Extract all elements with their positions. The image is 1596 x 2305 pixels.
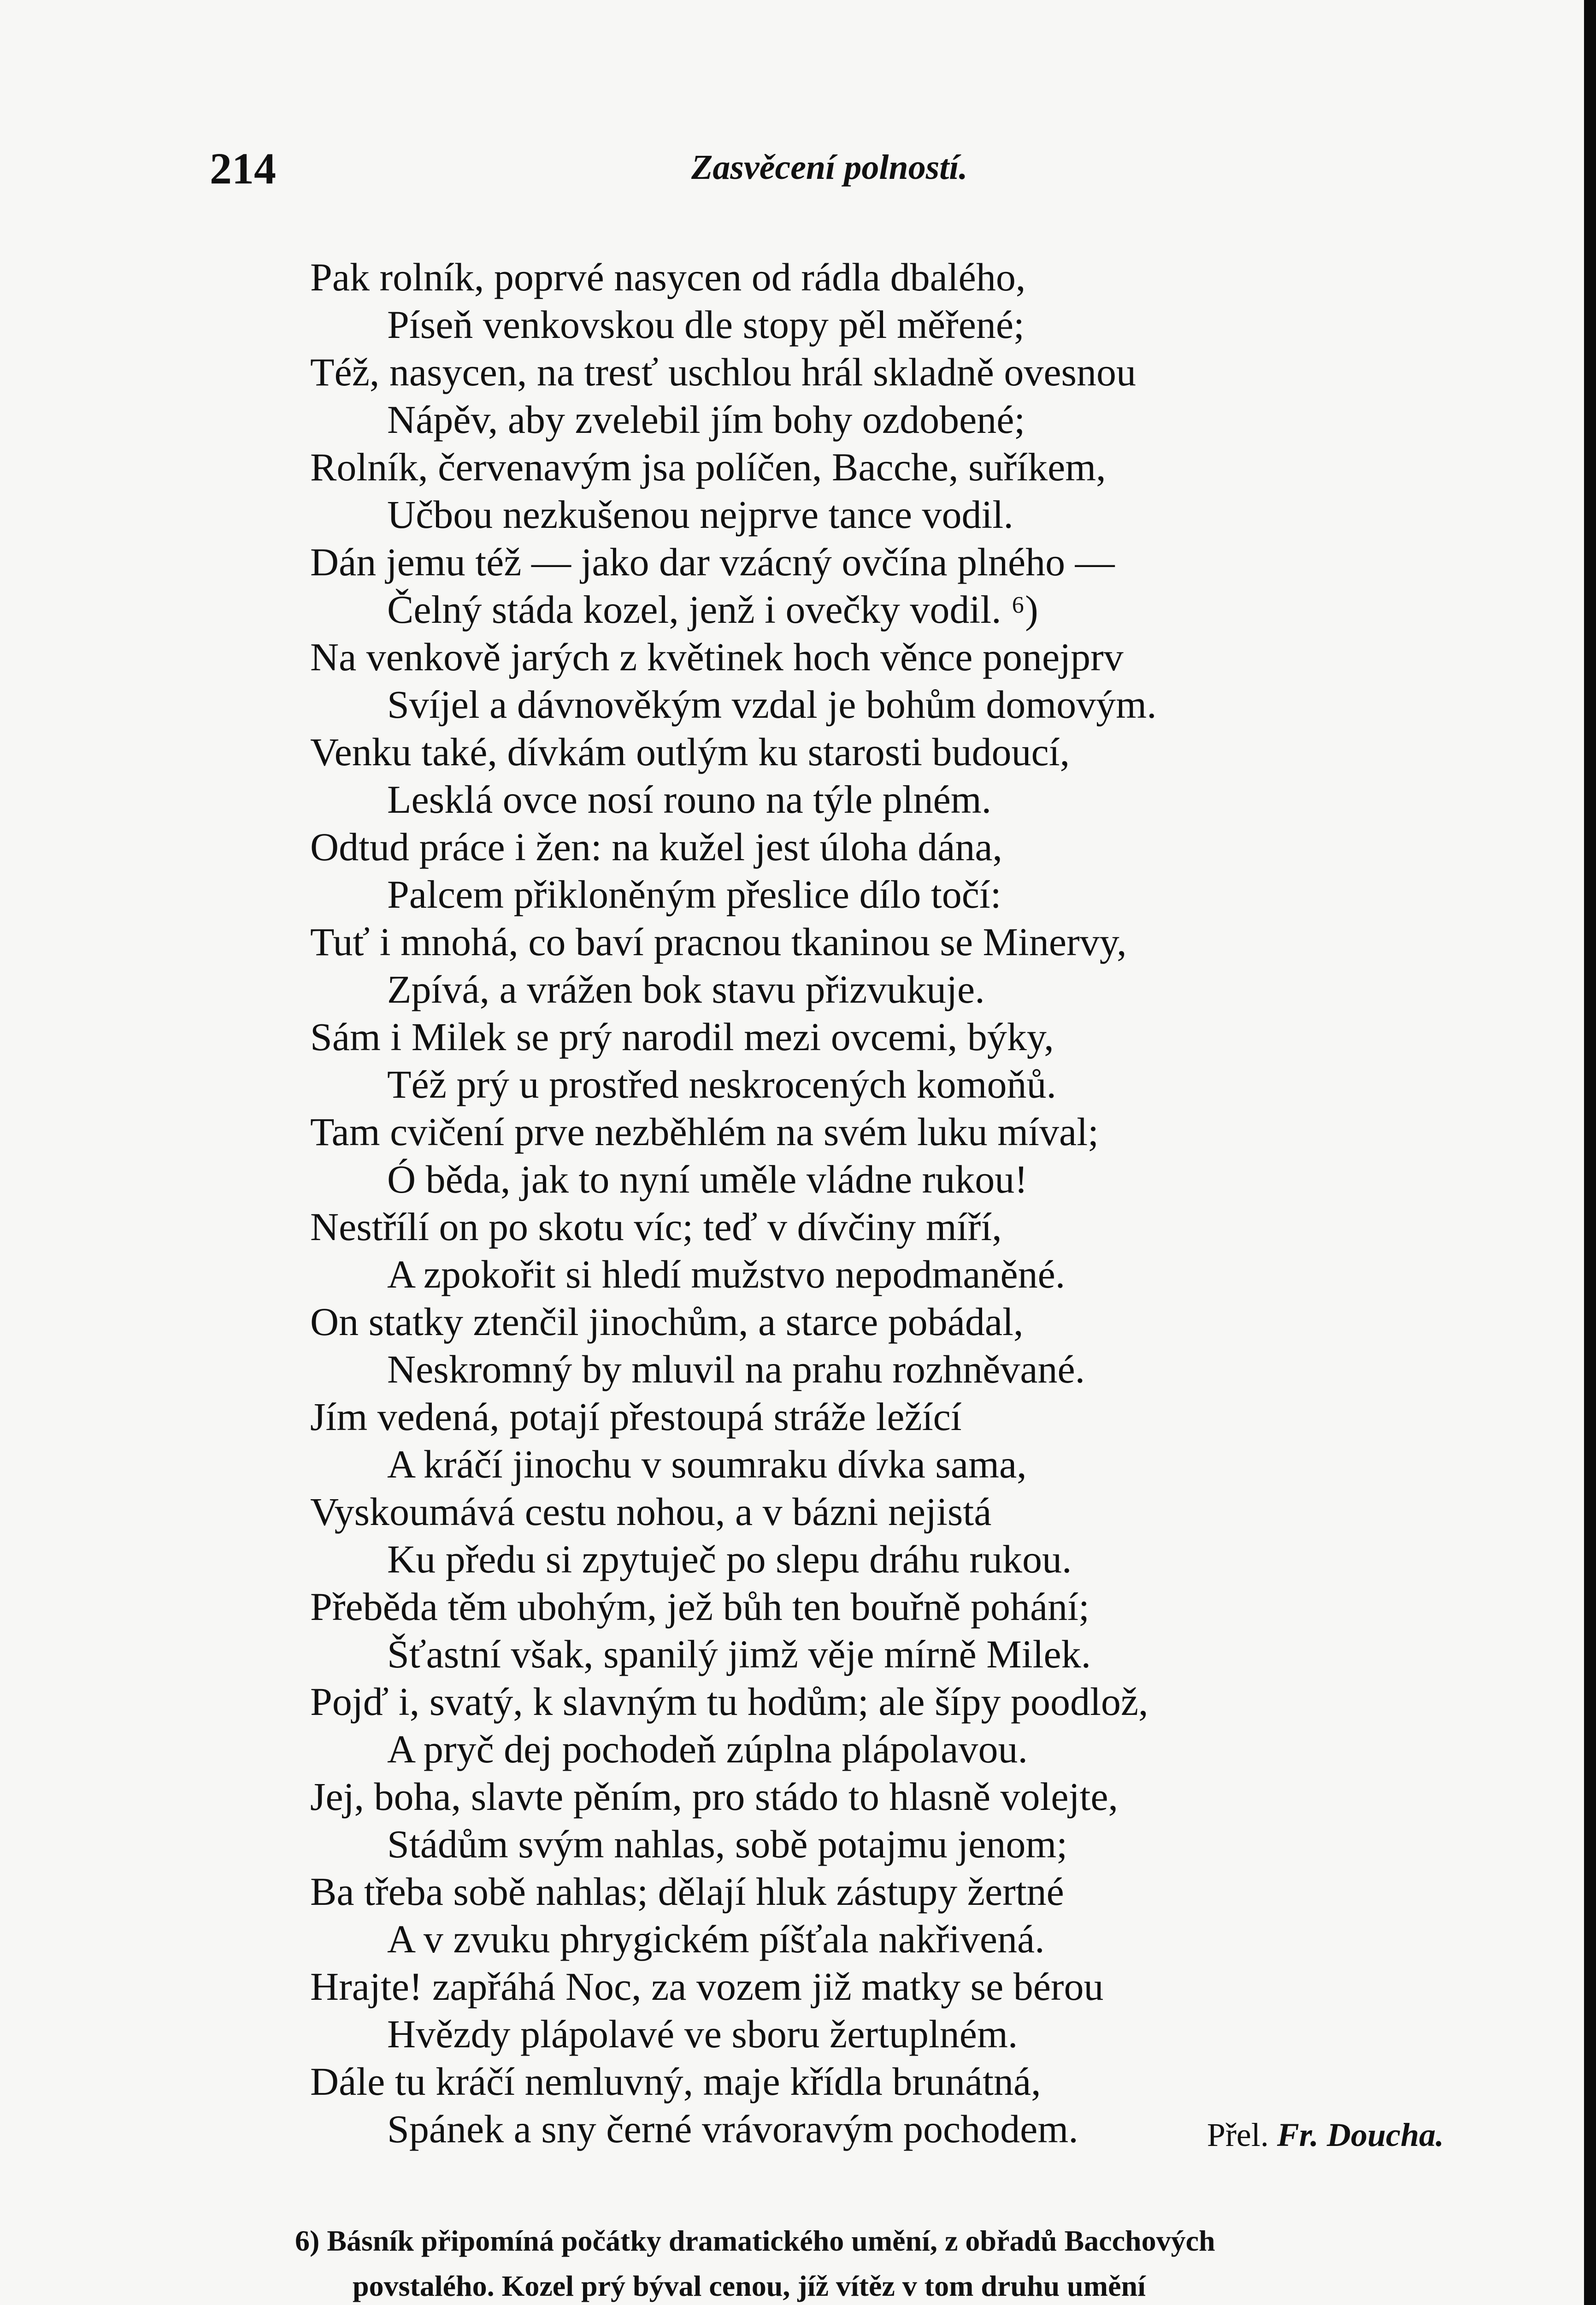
poem-line: Dán jemu též — jako dar vzácný ovčína plného — <box>310 540 1115 584</box>
footnote-text: povstalého. Kozel prý býval cenou, jíž vítěz v tom druhu umění <box>353 2270 1146 2302</box>
translator-attribution <box>1207 2118 1444 2151</box>
poem-line: Hrajte! zapřáhá Noc, za vozem již matky se bérou <box>310 1964 1104 2009</box>
footnote-first-line <box>295 2218 1493 2264</box>
poem-line: Svíjel a dávnověkým vzdal je bohům domovým. <box>387 682 1157 727</box>
poem-line: Zpívá, a vrážen bok stavu přizvukuje. <box>387 967 985 1011</box>
poem-line: Tam cvičení prve nezběhlém na svém luku míval; <box>310 1110 1099 1154</box>
footnote-text: Básník připomíná počátky dramatického umění, z obřadů Bacchových <box>327 2224 1215 2257</box>
translator-name: Fr. Doucha. <box>1277 2116 1444 2153</box>
poem-line: A v zvuku phrygickém píšťala nakřivená. <box>387 1917 1045 1961</box>
poem-line: Jej, boha, slavte pěním, pro stádo to hlasně volejte, <box>310 1774 1119 1819</box>
poem-line: Pojď i, svatý, k slavným tu hodům; ale šípy poodlož, <box>310 1679 1148 1724</box>
poem-line: A pryč dej pochodeň zúplna plápolavou. <box>387 1727 1028 1771</box>
poem-line: Ku předu si zpytuječ po slepu dráhu rukou. <box>387 1537 1072 1581</box>
poem-line: On statky ztenčil jinochům, a starce pobádal, <box>310 1300 1024 1344</box>
poem-line: Odtud práce i žen: na kužel jest úloha dána, <box>310 825 1003 869</box>
running-title: Zasvěcení polností. <box>691 148 968 187</box>
poem-line: Neskromný by mluvil na prahu rozhněvané. <box>387 1347 1085 1391</box>
poem-line: Na venkově jarých z květinek hoch věnce ponejprv <box>310 635 1124 679</box>
poem-line: Palcem přikloněným přeslice dílo točí: <box>387 872 1001 916</box>
footnote-marker: 6) <box>295 2224 320 2257</box>
scan-edge-right <box>1584 0 1596 2305</box>
poem-line: Píseň venkovskou dle stopy pěl měřené; <box>387 302 1025 347</box>
poem-line: Sám i Milek se prý narodil mezi ovcemi, býky, <box>310 1015 1054 1059</box>
poem-line: Tuť i mnohá, co baví pracnou tkaninou se Minervy, <box>310 920 1127 964</box>
poem-line: Nestřílí on po skotu víc; teď v dívčiny míří, <box>310 1205 1002 1249</box>
poem-line: Lesklá ovce nosí rouno na týle plném. <box>387 777 992 822</box>
poem-line: Venku také, dívkám outlým ku starosti budoucí, <box>310 730 1070 774</box>
poem-line: Ba třeba sobě nahlas; dělají hluk zástupy žertné <box>310 1869 1064 1914</box>
poem-line: Vyskoumává cestu nohou, a v bázni nejistá <box>310 1489 992 1534</box>
poem-line: A zpokořit si hledí mužstvo nepodmaněné. <box>387 1252 1066 1296</box>
poem-line: Dále tu kráčí nemluvný, maje křídla brunátná, <box>310 2059 1041 2104</box>
poem-line: Stádům svým nahlas, sobě potajmu jenom; <box>387 1822 1068 1866</box>
poem-line: Hvězdy plápolavé ve sboru žertuplném. <box>387 2012 1018 2056</box>
poem-line: Přeběda těm ubohým, jež bůh ten bouřně pohání; <box>310 1584 1090 1629</box>
poem-line: Též prý u prostřed neskrocených komoňů. <box>387 1062 1057 1106</box>
poem-line: Učbou nezkušenou nejprve tance vodil. <box>387 492 1013 537</box>
poem-line: Pak rolník, poprvé nasycen od rádla dbalého, <box>310 255 1026 299</box>
poem-line: Ó běda, jak to nyní uměle vládne rukou! <box>387 1157 1028 1201</box>
poem-line: Nápěv, aby zvelebil jím bohy ozdobené; <box>387 397 1025 442</box>
poem-line: Spánek a sny černé vrávoravým pochodem. <box>387 2107 1078 2151</box>
poem <box>310 254 1490 2153</box>
poem-line: Rolník, červenavým jsa políčen, Bacche, suříkem, <box>310 445 1106 489</box>
attribution-prefix: Přel. <box>1207 2116 1269 2153</box>
page-number: 214 <box>210 144 276 193</box>
footnote <box>295 2218 1493 2305</box>
poem-line: Čelný stáda kozel, jenž i ovečky vodil. ⁶) <box>387 587 1038 632</box>
poem-line: A kráčí jinochu v soumraku dívka sama, <box>387 1442 1027 1486</box>
poem-line: Též, nasycen, na tresť uschlou hrál skladně ovesnou <box>310 350 1137 394</box>
poem-line: Šťastní však, spanilý jimž věje mírně Milek. <box>387 1632 1091 1676</box>
poem-line: Jím vedená, potají přestoupá stráže ležící <box>310 1395 962 1439</box>
